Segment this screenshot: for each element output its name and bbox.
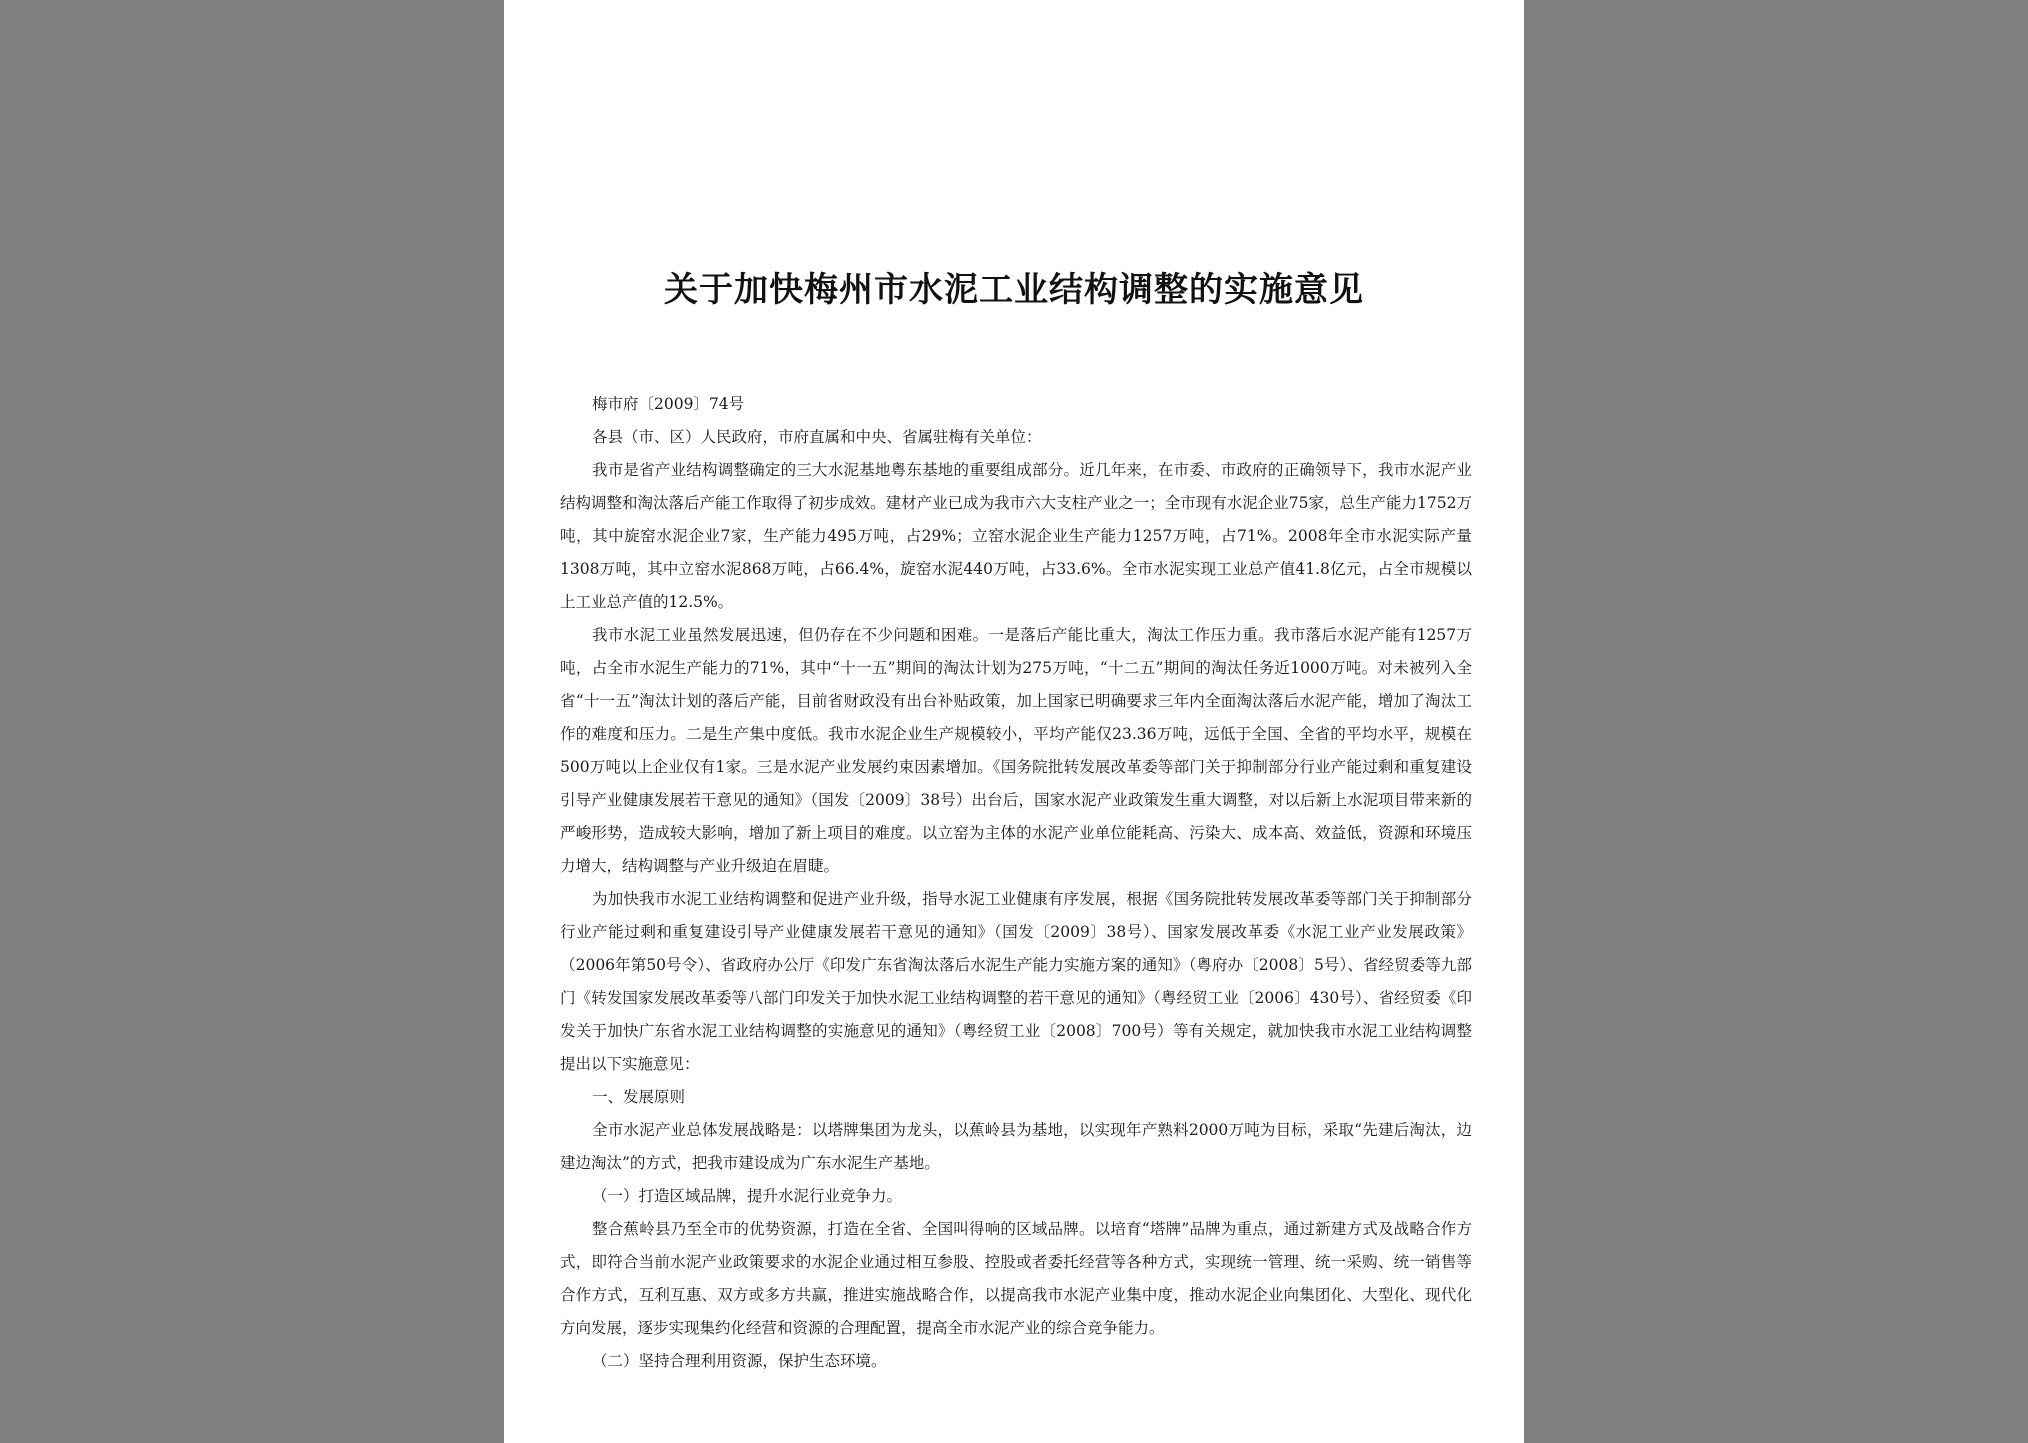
document-number: 梅市府〔2009〕74号	[592, 395, 745, 413]
document-body	[560, 388, 1472, 1378]
document-page	[504, 0, 1524, 1443]
item-text-1: 整合蕉岭县乃至全市的优势资源，打造在全省、全国叫得响的区域品牌。以培育“塔牌”品牌为重点，通过新建方式及战略合作方式，即符合当前水泥产业政策要求的水泥企业通过相互参股、控股或者委托经营等各种方式，实现统一管理、统一采购、统一销售等合作方式，互利互惠、双方或多方共赢，推进实施战略合作，以提高我市水泥产业集中度，推动水泥企业向集团化、大型化、现代化方向发展，逐步实现集约化经营和资源的合理配置，提高全市水泥产业的综合竞争能力。	[560, 1220, 1472, 1337]
item-heading-2: （二）坚持合理利用资源，保护生态环境。	[592, 1352, 887, 1370]
document-title: 关于加快梅州市水泥工业结构调整的实施意见	[664, 270, 1364, 310]
paragraph-3: 为加快我市水泥工业结构调整和促进产业升级，指导水泥工业健康有序发展，根据《国务院批转发展改革委等部门关于抑制部分行业产能过剩和重复建设引导产业健康发展若干意见的通知》（国发〔2009〕38号）、国家发展改革委《水泥工业产业发展政策》（2006年第50号令）、省政府办公厅《印发广东省淘汰落后水泥生产能力实施方案的通知》（粤府办〔2008〕5号）、省经贸委等九部门《转发国家发展改革委等八部门印发关于加快水泥工业结构调整的若干意见的通知》（粤经贸工业〔2006〕430号）、省经贸委《印发关于加快广东省水泥工业结构调整的实施意见的通知》（粤经贸工业〔2008〕700号）等有关规定，就加快我市水泥工业结构调整提出以下实施意见：	[560, 890, 1472, 1073]
section-heading-principles: 一、发展原则	[592, 1088, 686, 1106]
item-heading-1: （一）打造区域品牌，提升水泥行业竞争力。	[592, 1187, 903, 1205]
section-text-principles: 全市水泥产业总体发展战略是：以塔牌集团为龙头，以蕉岭县为基地，以实现年产熟料2000万吨为目标，采取“先建后淘汰，边建边淘汰”的方式，把我市建设成为广东水泥生产基地。	[560, 1121, 1472, 1172]
salutation: 各县（市、区）人民政府，市府直属和中央、省属驻梅有关单位：	[592, 428, 1042, 446]
paragraph-1: 我市是省产业结构调整确定的三大水泥基地粤东基地的重要组成部分。近几年来，在市委、市政府的正确领导下，我市水泥产业结构调整和淘汰落后产能工作取得了初步成效。建材产业已成为我市六大支柱产业之一；全市现有水泥企业75家，总生产能力1752万吨，其中旋窑水泥企业7家，生产能力495万吨，占29%；立窑水泥企业生产能力1257万吨，占71%。2008年全市水泥实际产量1308万吨，其中立窑水泥868万吨，占66.4%，旋窑水泥440万吨，占33.6%。全市水泥实现工业总产值41.8亿元，占全市规模以上工业总产值的12.5%。	[560, 461, 1472, 611]
paragraph-2: 我市水泥工业虽然发展迅速，但仍存在不少问题和困难。一是落后产能比重大，淘汰工作压力重。我市落后水泥产能有1257万吨，占全市水泥生产能力的71%，其中“十一五”期间的淘汰计划为275万吨，“十二五”期间的淘汰任务近1000万吨。对未被列入全省“十一五”淘汰计划的落后产能，目前省财政没有出台补贴政策，加上国家已明确要求三年内全面淘汰落后水泥产能，增加了淘汰工作的难度和压力。二是生产集中度低。我市水泥企业生产规模较小，平均产能仅23.36万吨，远低于全国、全省的平均水平，规模在500万吨以上企业仅有1家。三是水泥产业发展约束因素增加。《国务院批转发展改革委等部门关于抑制部分行业产能过剩和重复建设引导产业健康发展若干意见的通知》（国发〔2009〕38号）出台后，国家水泥产业政策发生重大调整，对以后新上水泥项目带来新的严峻形势，造成较大影响，增加了新上项目的难度。以立窑为主体的水泥产业单位能耗高、污染大、成本高、效益低，资源和环境压力增大，结构调整与产业升级迫在眉睫。	[560, 626, 1472, 875]
